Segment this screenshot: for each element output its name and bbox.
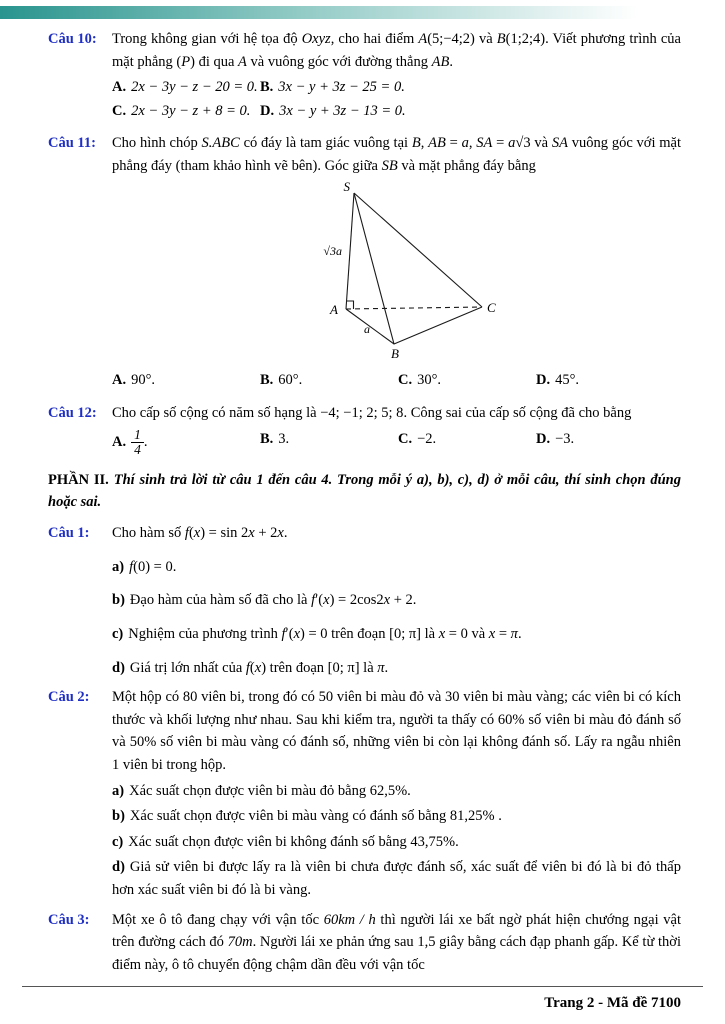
statement-text: Xác suất chọn được viên bi màu vàng có đánh số bằng 81,25% . (129, 808, 502, 825)
edge-ac-dashed (346, 307, 482, 309)
option-value: 30°. (417, 372, 442, 389)
option-letter: B. (260, 372, 274, 389)
statement-b (112, 589, 681, 612)
option-letter: D. (536, 372, 551, 389)
question-11-figure (292, 181, 681, 366)
vertex-s-label: S (343, 181, 350, 195)
part2-question-2-text: Một hộp có 80 viên bi, trong đó có 50 viên bi màu đỏ và 30 viên bi màu vàng; các viên bi có kích thước và khối lượng như nhau. Sau khi kiểm tra, người ta thấy có 60% số viên bi màu đỏ đánh số và 50% số viên bi màu vàng có đánh số, những viên bi còn lại không đánh số. Lấy ra ngẫu nhiên 1 viên bi trong hộp. (112, 689, 681, 773)
part2-question-3-body (112, 909, 681, 977)
part2-question-1 (48, 522, 681, 679)
statement-letter: a) (112, 782, 125, 799)
statement-letter: c) (112, 625, 124, 642)
question-10 (48, 28, 681, 125)
edge-sb (354, 193, 394, 344)
question-11-text: Cho hình chóp S.ABC có đáy là tam giác vuông tại B, AB = a, SA = a√3 và SA vuông góc với mặt phẳng đáy (tham khảo hình vẽ bên). Góc giữa SB và mặt phẳng đáy bằng (112, 135, 682, 174)
option-letter: D. (536, 430, 551, 447)
option-letter: B. (260, 430, 274, 447)
option-value: 90°. (131, 372, 156, 389)
fraction-denominator: 4 (134, 441, 141, 457)
option-a (112, 428, 260, 457)
option-suffix: . (143, 433, 148, 450)
vertex-a-label: A (330, 302, 338, 318)
statement-letter: a) (112, 558, 125, 575)
right-angle-mark (347, 301, 354, 309)
part2-question-2 (48, 686, 681, 901)
question-11-options (112, 369, 681, 392)
statement-a (112, 556, 681, 579)
pyramid-labels (323, 181, 496, 361)
option-value: 3. (278, 430, 290, 447)
question-10-options (112, 76, 681, 123)
statement-c (112, 623, 681, 646)
statement-letter: d) (112, 659, 125, 676)
part2-heading (48, 469, 681, 514)
edge-sc (354, 193, 482, 307)
statement-b (112, 805, 681, 828)
part2-question-2-body (112, 686, 681, 901)
edge-sa-length-label: √3a (323, 244, 342, 259)
question-12-options (112, 428, 681, 457)
edge-ab-length-label: a (364, 322, 370, 337)
page-footer: Trang 2 - Mã đề 7100 (544, 995, 681, 1011)
statement-d (112, 657, 681, 680)
option-d (260, 100, 681, 123)
option-c (398, 428, 536, 457)
part2-question-3-label: Câu 3: (48, 911, 90, 928)
pyramid-figure (292, 181, 497, 361)
option-letter: C. (398, 430, 413, 447)
option-value: 60°. (278, 372, 303, 389)
option-value: 3x − y + 3z − 25 = 0. (278, 79, 405, 96)
option-letter: B. (260, 79, 274, 96)
statement-letter: d) (112, 859, 125, 876)
option-letter: A. (112, 433, 127, 450)
edge-sa (346, 193, 354, 309)
part2-question-1-body (112, 522, 681, 679)
question-11-body (112, 132, 681, 395)
statement-text: Xác suất chọn được viên bi không đánh số bằng 43,75%. (128, 833, 459, 850)
option-letter: A. (112, 372, 127, 389)
statement-a (112, 780, 681, 803)
part2-question-3-text: Một xe ô tô đang chạy với vận tốc 60km / h thì người lái xe bất ngờ phát hiện chướng ngại vật trên đường cách đó 70m. Người lái xe phản ứng sau 1,5 giây bằng cách đạp phanh gấp. Kể từ thời điểm này, ô tô chuyển động chậm dần đều với vận tốc (112, 911, 682, 973)
option-letter: D. (260, 102, 275, 119)
option-b (260, 76, 681, 99)
option-a (112, 369, 260, 392)
part2-question-1-label: Câu 1: (48, 525, 90, 542)
option-letter: A. (112, 79, 127, 96)
statement-text: Giả sử viên bi được lấy ra là viên bi chưa được đánh số, xác suất để viên bi đó là bi đỏ thấp hơn xác suất viên bi đó là bi vàng. (112, 859, 681, 898)
fraction-value (131, 428, 144, 457)
option-value: 3x − y + 3z − 13 = 0. (279, 102, 406, 119)
part2-question-2-label: Câu 2: (48, 689, 90, 706)
question-11-label: Câu 11: (48, 135, 96, 152)
option-c (398, 369, 536, 392)
part2-heading-label: PHẦN II. (48, 471, 109, 488)
option-value: 2x − 3y − z − 20 = 0. (131, 79, 258, 96)
question-12-body (112, 402, 681, 459)
part2-heading-instructions: Thí sinh trả lời từ câu 1 đến câu 4. Trong mỗi ý a), b), c), d) ở mỗi câu, thí sinh chọn đúng hoặc sai. (48, 471, 681, 511)
exam-content (48, 28, 681, 983)
part2-question-1-text: Cho hàm số f(x) = sin 2x + 2x. (112, 525, 288, 542)
option-b (260, 369, 398, 392)
statement-text: f(0) = 0. (129, 558, 177, 575)
statement-text: Giá trị lớn nhất của f(x) trên đoạn [0; π] là π. (129, 659, 389, 676)
footer-divider (22, 986, 703, 987)
statement-d (112, 856, 681, 901)
question-11 (48, 132, 681, 395)
fraction-numerator: 1 (131, 428, 144, 443)
vertex-b-label: B (391, 346, 399, 362)
statement-letter: b) (112, 592, 125, 609)
question-10-body (112, 28, 681, 125)
statement-text: Xác suất chọn được viên bi màu đỏ bằng 62,5%. (129, 782, 411, 799)
option-a (112, 76, 260, 99)
question-12 (48, 402, 681, 459)
question-12-text: Cho cấp số cộng có năm số hạng là −4; −1; 2; 5; 8. Công sai của cấp số cộng đã cho bằng (112, 404, 632, 421)
option-letter: C. (398, 372, 413, 389)
option-value: 45°. (555, 372, 580, 389)
top-gradient-bar (0, 6, 725, 19)
option-value: −3. (555, 430, 575, 447)
statement-letter: c) (112, 833, 124, 850)
statement-letter: b) (112, 808, 125, 825)
option-c (112, 100, 260, 123)
statement-c (112, 831, 681, 854)
question-12-label: Câu 12: (48, 404, 97, 421)
option-b (260, 428, 398, 457)
option-value: 2x − 3y − z + 8 = 0. (131, 102, 251, 119)
vertex-c-label: C (487, 300, 496, 316)
option-value: −2. (417, 430, 437, 447)
option-d (536, 369, 681, 392)
question-10-label: Câu 10: (48, 31, 97, 47)
part2-question-3 (48, 909, 681, 977)
option-d (536, 428, 681, 457)
question-10-text: Trong không gian với hệ tọa độ Oxyz, cho hai điểm A(5;−4;2) và B(1;2;4). Viết phương trình của mặt phẳng (P) đi qua A và vuông góc với đường thẳng AB. (112, 31, 681, 70)
statement-text: Nghiệm của phương trình f′(x) = 0 trên đoạn [0; π] là x = 0 và x = π. (128, 625, 522, 642)
option-letter: C. (112, 102, 127, 119)
part2-question-2-statements (112, 780, 681, 902)
statement-text: Đạo hàm của hàm số đã cho là f′(x) = 2cos2x + 2. (129, 592, 417, 609)
part2-question-1-statements (112, 556, 681, 679)
